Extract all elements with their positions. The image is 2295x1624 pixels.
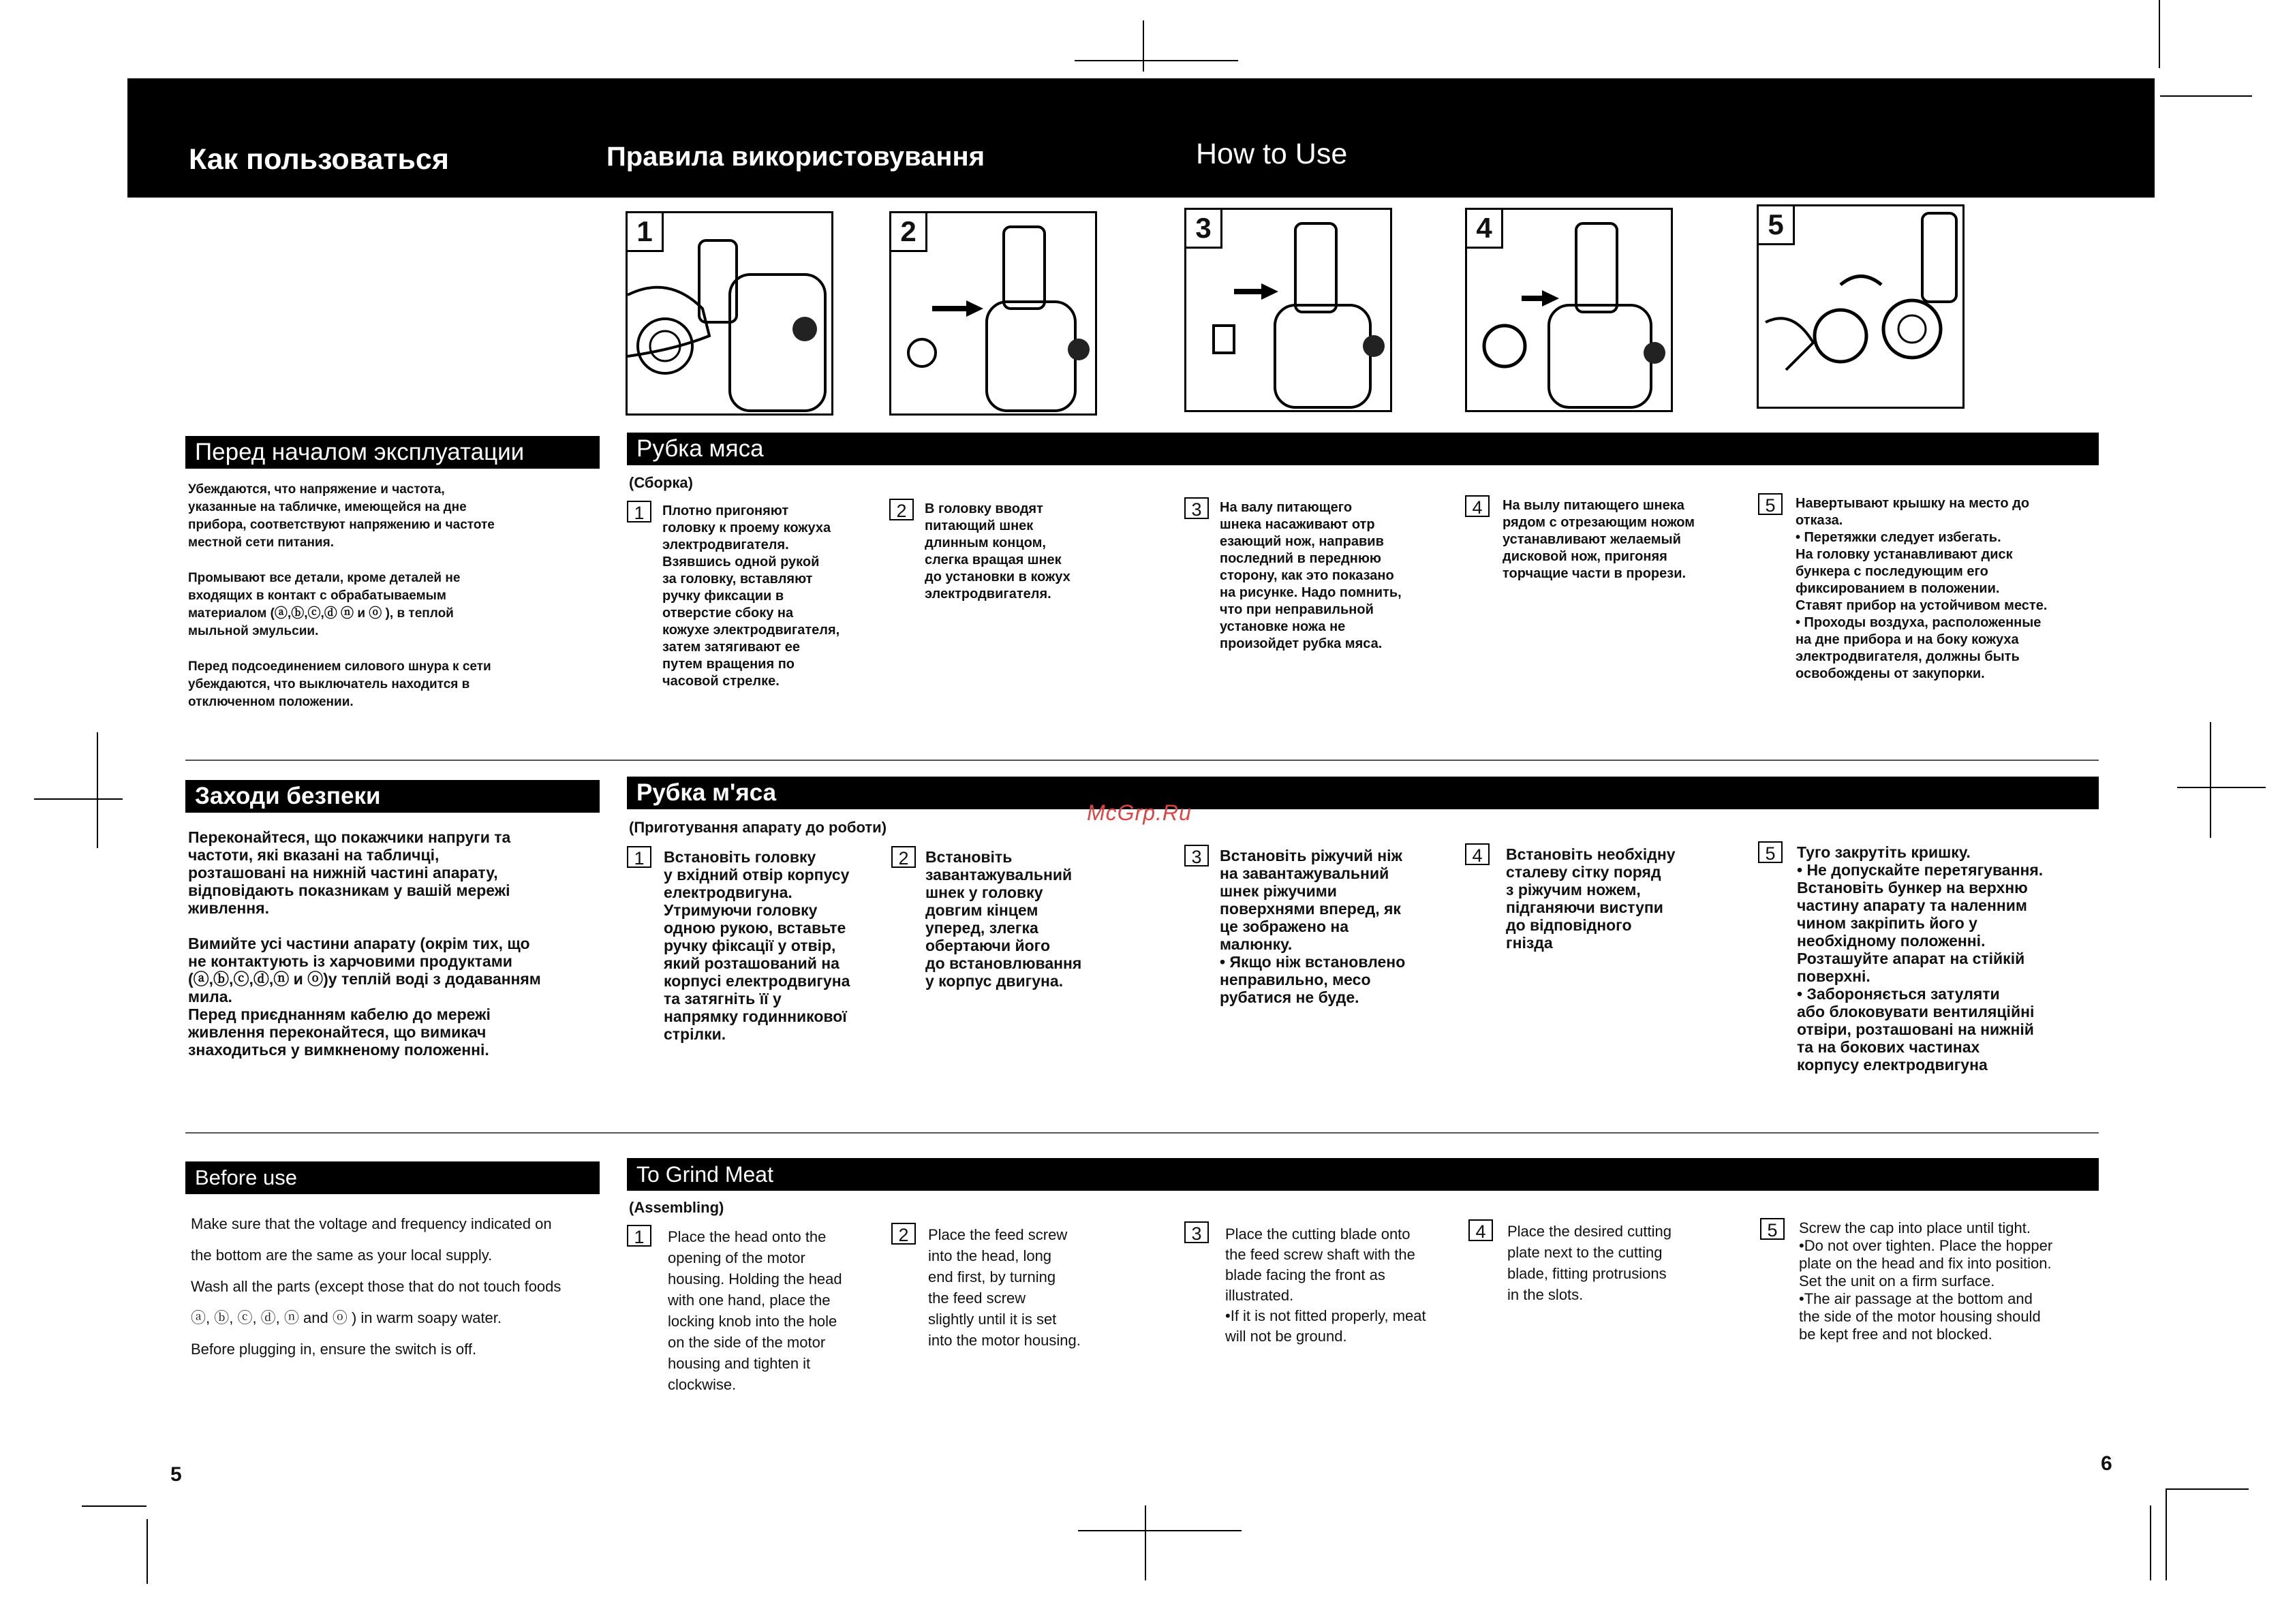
ru-step-text: На вылу питающего шнека рядом с отрезающим ножом устанавливают желаемый дисковой нож, пригоняя торчащие части в прорези. (1503, 498, 1695, 581)
section-divider (185, 760, 2099, 761)
crop-mark (1145, 1505, 1146, 1580)
ru-step-text: В головку вводят питающий шнек длинным концом, слегка вращая шнек до установки в кожух электродвигателя. (925, 501, 1071, 602)
en-step-text: Place the head onto the opening of the motor housing. Holding the head with one hand, place the locking knob into the hole on the side of the motor housing and tighten it clockwise. (668, 1228, 842, 1393)
en-step-text: Screw the cap into place until tight. •Do not over tighten. Place the hopper plate on the head and fix into position. Set the unit on a firm surface. •The air passage at the bottom and the side of the motor housing should be kept free and not blocked. (1799, 1219, 2053, 1343)
meat-grinder-illustration (891, 213, 1095, 413)
header-band (127, 78, 2155, 198)
title-ru: Как пользоваться (189, 143, 449, 176)
en-step-text: Place the feed screw into the head, long end first, by turning the feed screw slightly until it is set into the motor housing. (928, 1226, 1081, 1349)
ua-step-number: 3 (1184, 845, 1209, 866)
meat-grinder-illustration (1186, 210, 1390, 410)
crop-mark (147, 1519, 148, 1584)
ua-step-text: Встановіть необхідну сталеву сітку поряд з ріжучим ножем, підганяючи виступи до відповідного гнізда (1506, 845, 1676, 952)
ru-step-number: 1 (627, 501, 651, 522)
crop-mark (2177, 787, 2266, 788)
en-step-number: 3 (1184, 1221, 1209, 1243)
figure-number: 2 (891, 213, 927, 252)
en-grind-subheading: (Assembling) (629, 1199, 724, 1216)
en-before-text: Make sure that the voltage and frequency indicated on the bottom are the same as your local supply. Wash all the parts (except those that do not touch foods ⓐ, ⓑ, ⓒ, ⓓ, ⓝ and ⓞ ) in warm soapy water. Before plugging in, ensure the switch is off. (191, 1215, 561, 1358)
en-step-number: 1 (627, 1225, 651, 1247)
ru-step-number: 3 (1184, 497, 1209, 519)
crop-mark (2160, 95, 2252, 97)
section-divider (185, 1132, 2099, 1134)
figure-3 (1184, 208, 1392, 412)
title-en: How to Use (1196, 138, 1348, 170)
crop-mark (34, 798, 123, 800)
ua-grind-subheading: (Приготування апарату до роботи) (629, 819, 887, 836)
ua-step-number: 5 (1758, 841, 1783, 863)
meat-grinder-illustration (628, 213, 831, 413)
figure-number: 3 (1186, 210, 1222, 249)
ru-step-number: 4 (1465, 495, 1490, 517)
crop-mark (1078, 1530, 1242, 1531)
ua-step-text: Встановіть головку у вхідний отвір корпусу електродвигуна. Утримуючи головку одною рукою, вставьте ручку фіксації у отвір, який розташований на корпусі електродвигуна та затягніть її у напрямку годинникової стрілки. (664, 848, 850, 1043)
ru-step-number: 2 (889, 499, 914, 520)
en-before-heading: Before use (185, 1161, 600, 1194)
en-step-number: 5 (1760, 1218, 1785, 1240)
title-ua: Правила використовування (606, 142, 985, 172)
crop-mark (82, 1505, 147, 1507)
ru-grind-subheading: (Сборка) (629, 474, 693, 491)
crop-mark (2167, 1488, 2249, 1490)
en-step-number: 4 (1468, 1219, 1493, 1241)
ua-step-number: 2 (891, 846, 916, 868)
ru-before-heading: Перед началом эксплуатации (185, 436, 600, 469)
crop-mark (1075, 60, 1238, 61)
ru-step-text: Навертывают крышку на место до отказа. • Перетяжки следует избегать. На головку устанавливают диск бункера с последующим его фиксированием в положении. Ставят прибор на устойчивом месте. • Проходы воздуха, расположенные на дне прибора и на боку кожуха электродвигателя, должны быть освобождены от закупорки. (1796, 496, 2048, 681)
ru-grind-heading: Рубка мяса (627, 433, 2099, 465)
ua-safety-heading: Заходи безпеки (185, 780, 600, 813)
crop-mark (1143, 20, 1144, 72)
ru-step-text: Плотно пригоняют головку к проему кожуха электродвигателя. Взявшись одной рукой за головку, вставляют ручку фиксации в отверстие сбоку на кожухе электродвигателя, затем затягивают ее путем вращения по часовой стрелке. (662, 503, 840, 689)
figure-number: 1 (628, 213, 664, 252)
ua-step-text: Встановіть завантажувальний шнек у головку довгим кінцем уперед, злегка обертаючи його до встановлювання у корпус двигуна. (925, 848, 1082, 990)
ru-step-text: На валу питающего шнека насаживают отр езающий нож, направив последний в переднюю сторону, как это показано на рисунке. Надо помнить, что при неправильной установке ножа не произойдет рубка мяса. (1220, 500, 1402, 651)
figure-number: 5 (1759, 206, 1795, 245)
crop-mark (2159, 0, 2160, 68)
meat-grinder-illustration (1759, 206, 1962, 407)
ua-step-text: Встановіть ріжучий ніж на завантажувальний шнек ріжучими поверхнями вперед, як це зображено на малюнку. • Якщо ніж встановлено неправильно, месо рубатися не буде. (1220, 847, 1406, 1006)
meat-grinder-illustration (1467, 210, 1671, 410)
ua-step-text: Туго закрутіть кришку. • Не допускайте перетягування. Встановіть бункер на верхню частину апарату та наленним чином закріпить його у необхідному положенні. Розташуйте апарат на стійкій поверхні. • Забороняється затуляти або блоковувати вентиляційні отвіри, розташовані на нижній та на бокових частинах корпусу електродвигуна (1797, 843, 2044, 1074)
en-grind-heading: To Grind Meat (627, 1158, 2099, 1191)
en-step-number: 2 (891, 1223, 916, 1245)
page-number-left: 5 (170, 1463, 182, 1486)
page-number-right: 6 (2101, 1452, 2112, 1475)
figure-1 (626, 211, 833, 416)
ru-step-number: 5 (1758, 493, 1783, 515)
figure-5 (1757, 204, 1965, 409)
en-step-text: Place the desired cutting plate next to the cutting blade, fitting protrusions in the slots. (1507, 1223, 1672, 1303)
crop-mark (2166, 1488, 2167, 1580)
ua-step-number: 1 (627, 846, 651, 868)
watermark: McGrp.Ru (1087, 800, 1192, 825)
ua-grind-heading: Рубка м'яса (627, 777, 2099, 809)
figure-2 (889, 211, 1097, 416)
ua-step-number: 4 (1465, 843, 1490, 865)
figure-number: 4 (1467, 210, 1503, 249)
crop-mark (2150, 1505, 2151, 1580)
figure-4 (1465, 208, 1673, 412)
ru-before-text: Убеждаются, что напряжение и частота, указанные на табличке, имеющейся на дне прибора, соответствуют напряжению и частоте местной сети питания. Промывают все детали, кроме деталей не входящих в контакт с обрабатываемым материалом (ⓐ,ⓑ,ⓒ,ⓓ ⓝ и ⓞ ), в теплой мыльной эмульсии. Перед подсоединением силового шнура к сети убеждаются, что выключатель находится в отключенном положении. (188, 482, 495, 709)
en-step-text: Place the cutting blade onto the feed screw shaft with the blade facing the front as illustrated. •If it is not fitted properly, meat will not be ground. (1225, 1225, 1426, 1345)
crop-mark (97, 732, 98, 848)
crop-mark (2210, 722, 2211, 838)
ua-safety-text: Переконайтеся, що покажчики напруги та частоти, які вказані на табличці, розташовані на нижній частині апарату, відповідають показникам у вашій мережі живлення. Вимийте усі частини апарату (окрім тих, що не контактують із харчовими продуктами (ⓐ,ⓑ,ⓒ,ⓓ,ⓝ и ⓞ)у теплій воді з додаванням мила. Перед приєднанням кабелю до мережі живлення переконайтеся, що вимикач знаходиться у вимкненому положенні. (188, 828, 541, 1059)
